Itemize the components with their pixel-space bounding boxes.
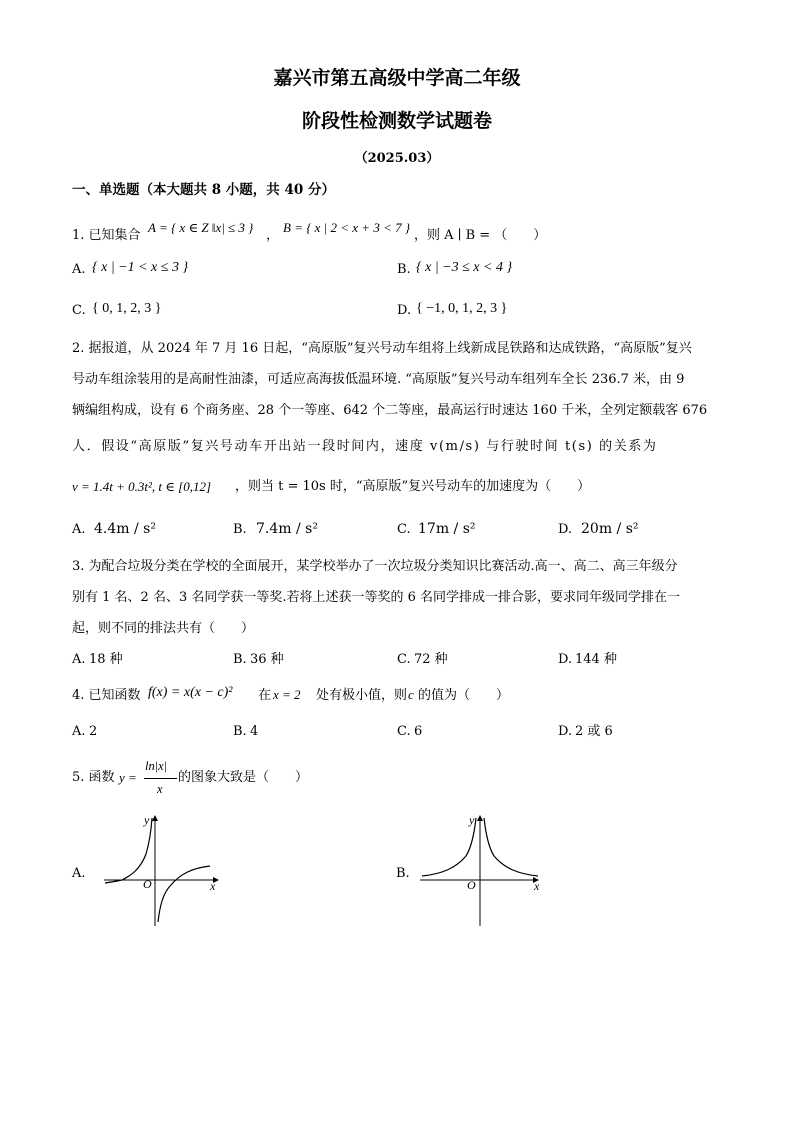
- q4-condition: x = 2: [273, 687, 301, 702]
- q3-option-b: 36 种: [250, 652, 284, 667]
- q1-option-a-label: A.: [72, 262, 86, 277]
- q4-stem-mid: 在: [258, 688, 272, 703]
- q3-line-2: 别有 1 名、2 名、3 名同学获一等奖.若将上述获一等奖的 6 名同学排成一排合影，要求同年级同学排在一: [72, 590, 681, 605]
- q4-option-c-label: C.: [397, 724, 411, 739]
- curve-right-branch: [484, 818, 538, 876]
- q3-line-3: 起，则不同的排法共有（ ）: [72, 621, 255, 636]
- q3-option-c: 72 种: [414, 652, 448, 667]
- exam-title-line1: 嘉兴市第五高级中学高二年级: [273, 67, 521, 89]
- q4-stem-post: 处有极小值，则: [316, 688, 408, 703]
- q4-stem-end: 的值为（ ）: [418, 688, 510, 703]
- q1-set-a: A = { x ∈ Z ‖x| ≤ 3 }: [148, 220, 254, 235]
- x-axis-label: x: [534, 879, 540, 893]
- origin-label: O: [467, 878, 476, 892]
- q4-option-b-label: B.: [233, 724, 247, 739]
- origin-label: O: [143, 877, 152, 891]
- y-axis-label: y: [144, 813, 150, 827]
- q2-option-c-label: C.: [397, 522, 411, 537]
- q1-option-c-label: C.: [72, 303, 86, 318]
- q2-line-4: 人．假设“高原版”复兴号动车开出站一段时间内，速度 v(m/s) 与行驶时间 t(s) 的关系为: [72, 439, 658, 454]
- q2-option-b: 7.4m / s²: [256, 521, 318, 537]
- q3-option-d-label: D.: [558, 652, 573, 667]
- q1-option-a: { x | −1 < x ≤ 3 }: [92, 260, 189, 275]
- q3-option-c-label: C.: [397, 652, 411, 667]
- q1-option-c: { 0, 1, 2, 3 }: [92, 301, 162, 316]
- q5-fraction-bar: [144, 778, 177, 779]
- exam-title-line2: 阶段性检测数学试题卷: [301, 110, 492, 132]
- q4-function: f(x) = x(x − c)²: [148, 685, 233, 700]
- q2-line-2: 号动车组涂装用的是高耐性油漆，可适应高海拔低温环境. “高原版”复兴号动车组列车全长 236.7 米，由 9: [72, 372, 685, 387]
- exam-date: （2025.03）: [354, 151, 440, 166]
- q4-option-d-label: D.: [558, 724, 573, 739]
- q5-stem-suffix: 的图象大致是（ ）: [178, 770, 309, 785]
- q1-set-b: B = { x | 2 < x + 3 < 7 }: [283, 220, 411, 235]
- q3-option-a: 18 种: [89, 652, 123, 667]
- curve-left-branch: [422, 818, 476, 876]
- q4-option-c: 6: [414, 724, 423, 739]
- q5-option-a-label: A.: [72, 866, 86, 881]
- q2-option-b-label: B.: [233, 522, 247, 537]
- q4-stem-prefix: 4. 已知函数: [72, 688, 141, 703]
- q2-option-a-label: A.: [72, 522, 86, 537]
- q5-lhs: y =: [119, 770, 137, 785]
- q3-line-1: 3. 为配合垃圾分类在学校的全面展开，某学校举办了一次垃圾分类知识比赛活动.高一、高二、高三年级分: [72, 559, 678, 574]
- q3-option-b-label: B.: [233, 652, 247, 667]
- curve-right-branch: [158, 866, 210, 922]
- q2-option-a: 4.4m / s²: [94, 521, 156, 537]
- q4-variable: c: [408, 687, 414, 702]
- q5-stem-prefix: 5. 函数: [72, 770, 115, 785]
- q4-option-a-label: A.: [72, 724, 86, 739]
- q5-graph-b: [416, 810, 548, 930]
- q1-option-d-label: D.: [397, 303, 412, 318]
- section-heading: 一、单选题（本大题共 8 小题，共 40 分）: [72, 182, 335, 198]
- q4-option-b: 4: [250, 724, 259, 739]
- q5-option-b-label: B.: [396, 866, 410, 881]
- q3-option-a-label: A.: [72, 652, 86, 667]
- y-axis-label: y: [469, 813, 475, 827]
- q5-graph-a: [100, 810, 230, 930]
- q2-option-d: 20m / s²: [581, 521, 639, 537]
- q2-line-5: ，则当 t = 10s 时，“高原版”复兴号动车的加速度为（ ）: [235, 479, 591, 494]
- q1-comma: ，: [266, 228, 280, 243]
- curve-left-branch: [122, 818, 152, 880]
- x-axis-label: x: [210, 879, 216, 893]
- q1-stem-prefix: 1. 已知集合: [72, 228, 141, 243]
- q2-line-3: 辆编组构成，设有 6 个商务座、28 个一等座、642 个二等座，最高运行时速达 160 千米，全列定额载客 676: [72, 403, 708, 418]
- q4-option-a: 2: [89, 724, 98, 739]
- q2-option-d-label: D.: [558, 522, 573, 537]
- q1-option-b: { x | −3 ≤ x < 4 }: [416, 260, 513, 275]
- q2-line-1: 2. 据报道，从 2024 年 7 月 16 日起，“高原版”复兴号动车组将上线新成昆铁路和达成铁路，“高原版”复兴: [72, 341, 692, 356]
- q3-option-d: 144 种: [575, 652, 617, 667]
- q1-option-b-label: B.: [397, 262, 411, 277]
- q4-option-d: 2 或 6: [575, 724, 613, 739]
- q1-stem-suffix: ，则 A ∣ B = （ ）: [414, 228, 547, 243]
- q2-option-c: 17m / s²: [418, 521, 476, 537]
- q1-option-d: { −1, 0, 1, 2, 3 }: [416, 301, 508, 316]
- q5-denominator: x: [157, 782, 163, 796]
- q2-formula: v = 1.4t + 0.3t², t ∈ [0,12]: [72, 479, 212, 494]
- q5-numerator: ln|x|: [145, 759, 168, 773]
